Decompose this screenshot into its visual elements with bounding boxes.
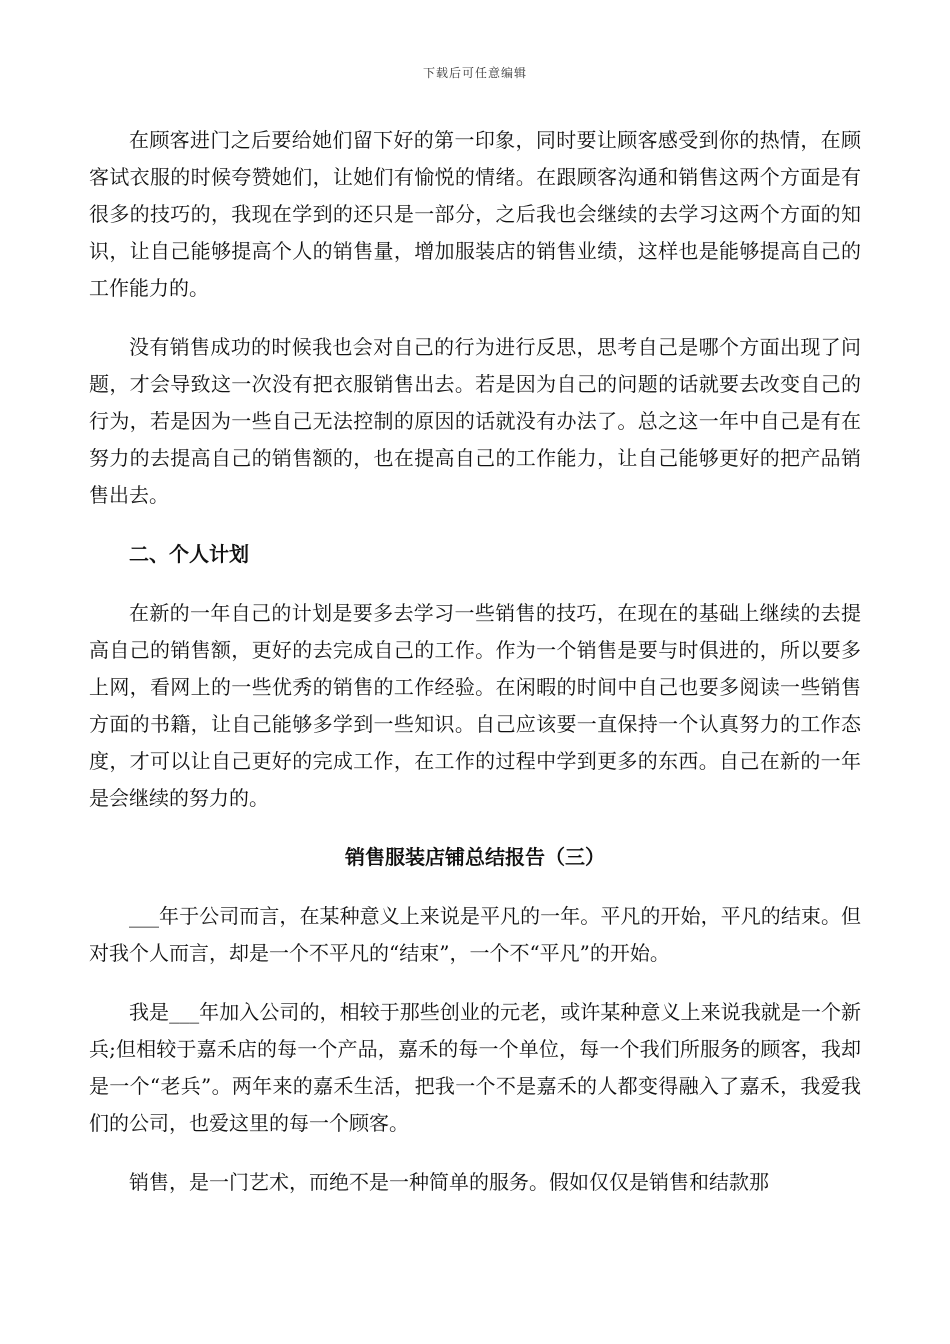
- paragraph-sales-art: 销售，是一门艺术，而绝不是一种简单的服务。假如仅仅是销售和结款那: [129, 1170, 769, 1194]
- paragraph-year-review: ___年于公司而言，在某种意义上来说是平凡的一年。平凡的开始，平凡的结束。但对我个人而言，却是一个不平凡的“结束”，一个不“平凡”的开始。: [89, 904, 861, 965]
- page-header-note: 下载后可任意编辑: [422, 66, 527, 80]
- paragraph-self-reflection: 没有销售成功的时候我也会对自己的行为进行反思，思考自己是哪个方面出现了问题，才会导致这一次没有把衣服销售出去。若是因为自己的问题的话就要去改变自己的行为，若是因为一些自己无法控制的原因的话就没有办法了。总之这一年中自己是有在努力的去提高自己的销售额的，也在提高自己的工作能力，让自己能够更好的把产品销售出去。: [89, 335, 861, 507]
- section-heading-personal-plan: 二、个人计划: [129, 542, 249, 566]
- paragraph-joining-company: 我是___年加入公司的，相较于那些创业的元老，或许某种意义上来说我就是一个新兵;但相较于嘉禾店的每一个产品，嘉禾的每一个单位，每一个我们所服务的顾客，我却是一个“老兵”。两年来的嘉禾生活，把我一个不是嘉禾的人都变得融入了嘉禾，我爱我们的公司，也爱这里的每一个顾客。: [89, 1000, 861, 1135]
- document-body: [89, 122, 861, 1223]
- paragraph-customer-impression: 在顾客进门之后要给她们留下好的第一印象，同时要让顾客感受到你的热情，在顾客试衣服的时候夸赞她们，让她们有愉悦的情绪。在跟顾客沟通和销售这两个方面是有很多的技巧的，我现在学到的还只是一部分，之后我也会继续的去学习这两个方面的知识，让自己能够提高个人的销售量，增加服装店的销售业绩，这样也是能够提高自己的工作能力的。: [89, 128, 861, 300]
- paragraph-new-year-plan: 在新的一年自己的计划是要多去学习一些销售的技巧，在现在的基础上继续的去提高自己的销售额，更好的去完成自己的工作。作为一个销售是要与时俱进的，所以要多上网，看网上的一些优秀的销售的工作经验。在闲暇的时间中自己也要多阅读一些销售方面的书籍，让自己能够多学到一些知识。自己应该要一直保持一个认真努力的工作态度，才可以让自己更好的完成工作，在工作的过程中学到更多的东西。自己在新的一年是会继续的努力的。: [89, 601, 861, 810]
- report-title: 销售服装店铺总结报告（三）: [345, 845, 605, 869]
